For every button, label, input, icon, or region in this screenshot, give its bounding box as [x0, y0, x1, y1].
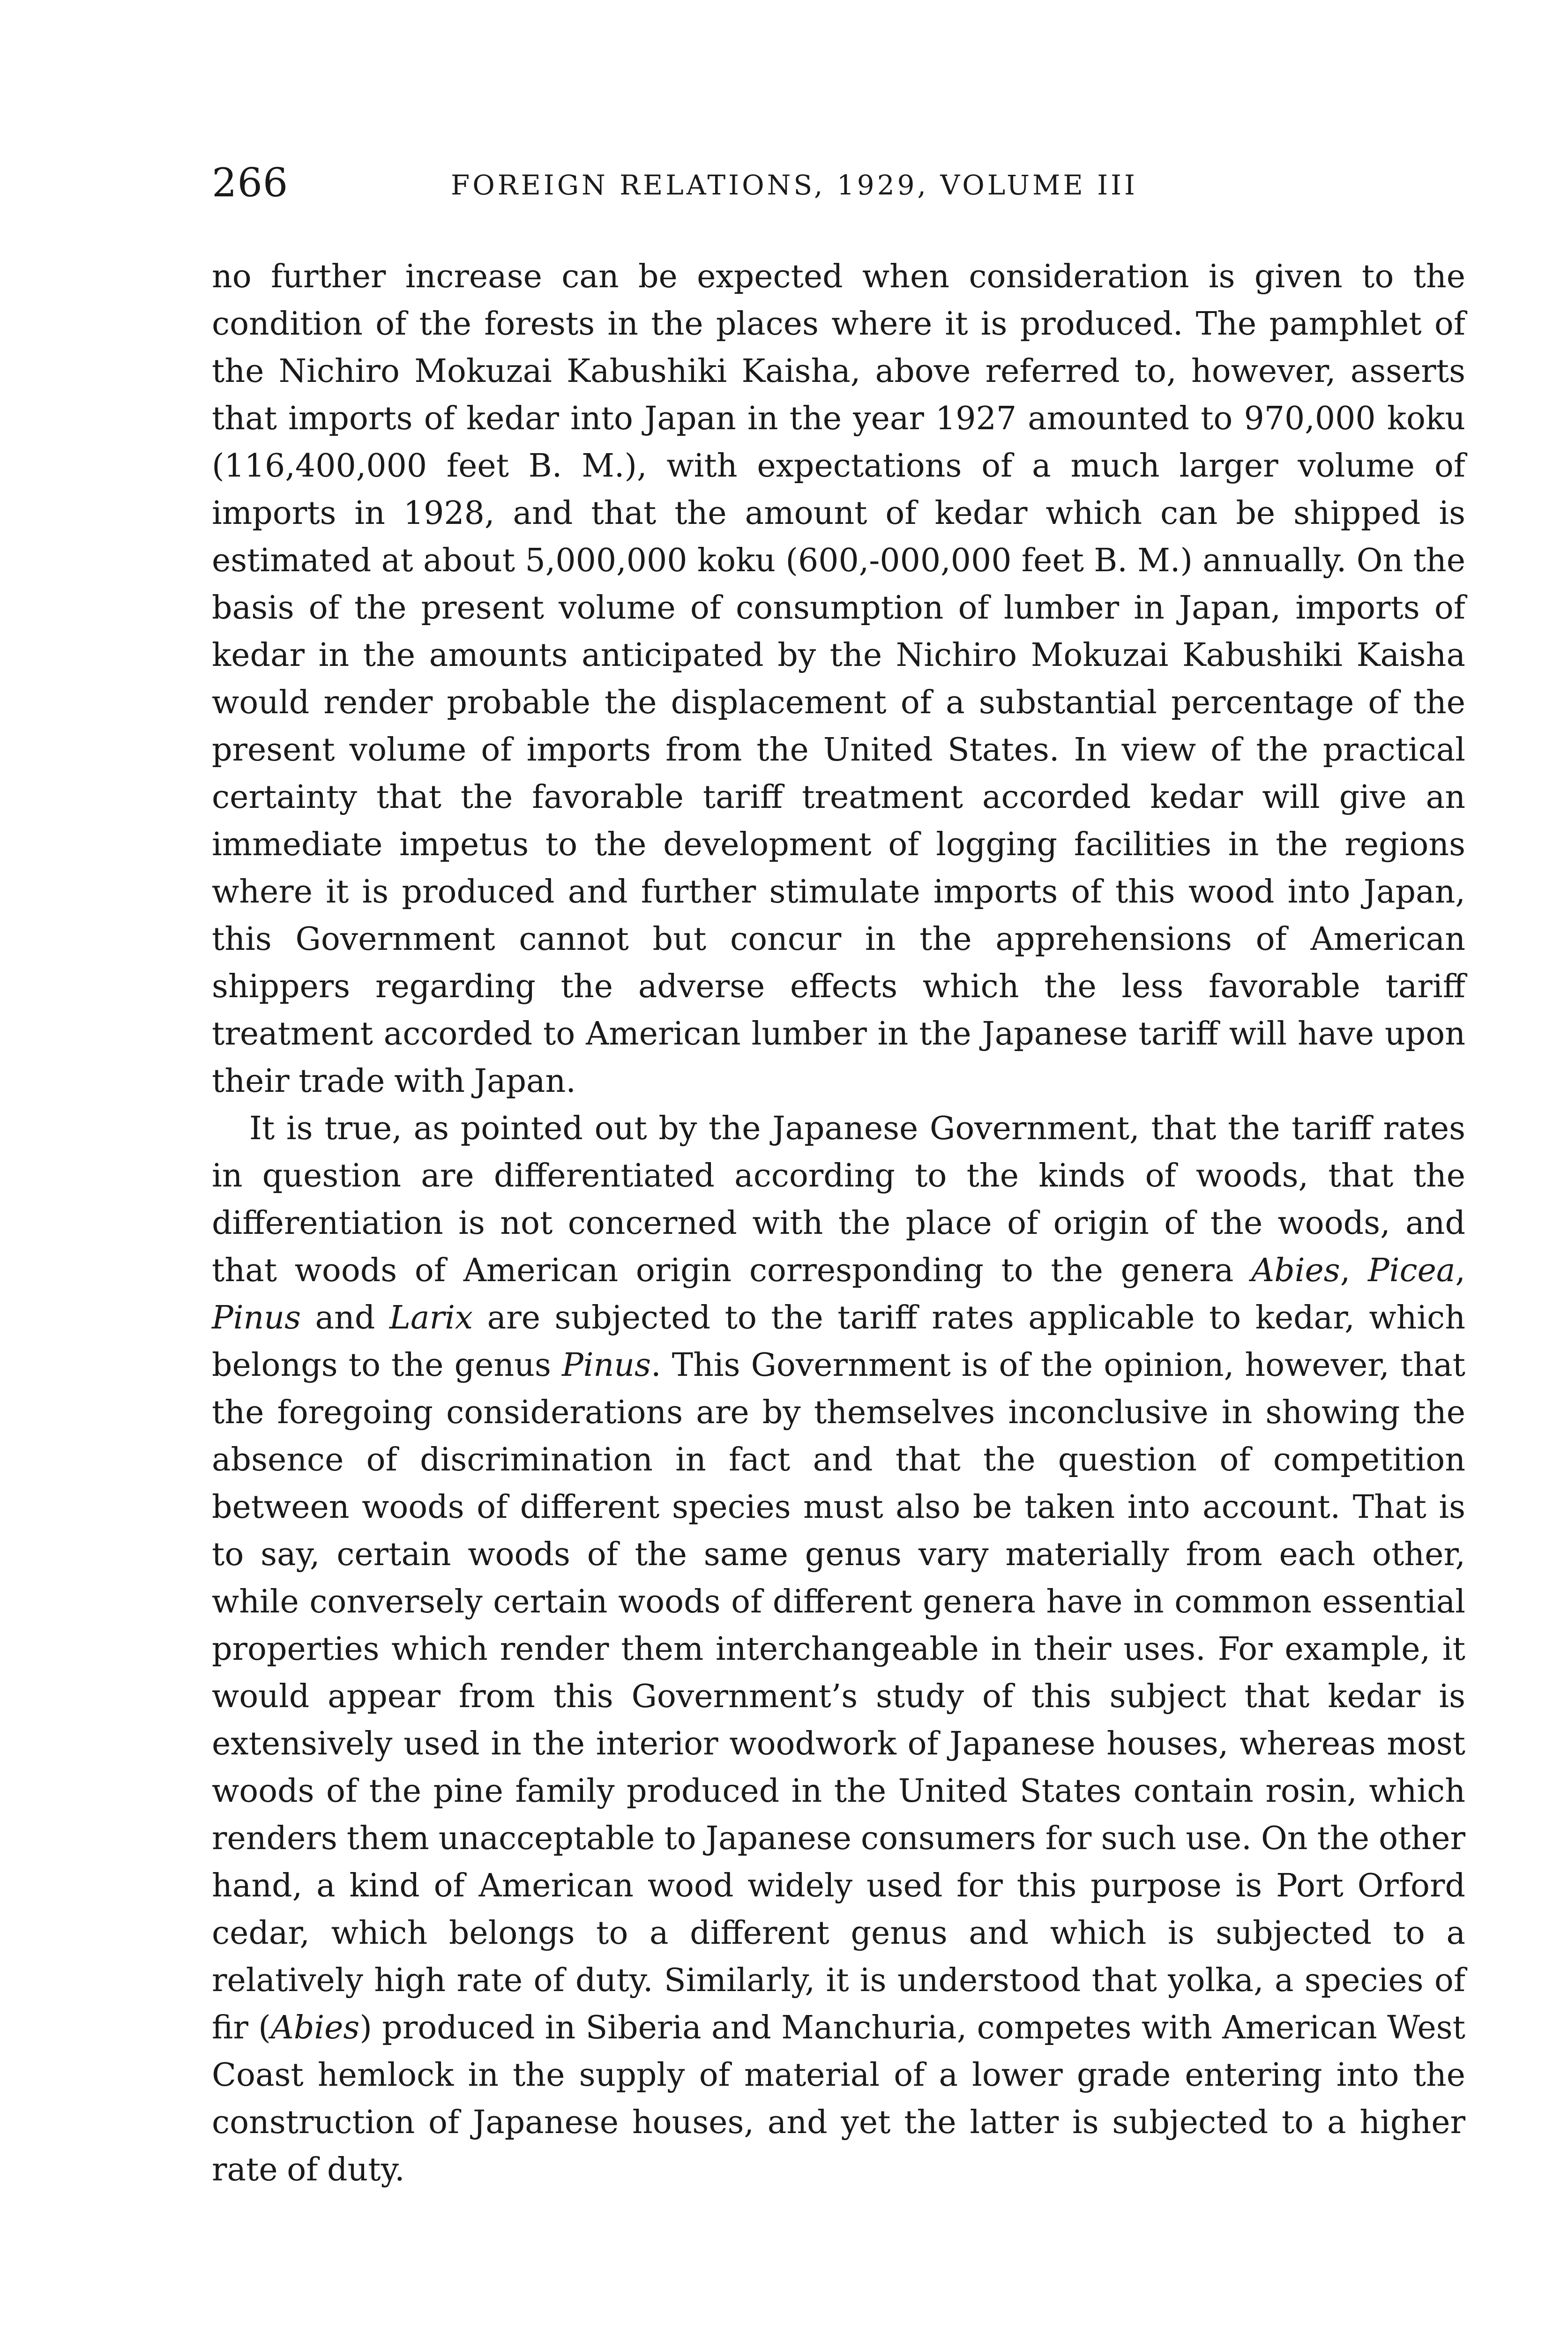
italic-term: Picea — [1368, 1252, 1456, 1289]
running-head — [212, 157, 1463, 209]
text-run: no further increase can be expected when consideration is given to the condition of the forests in the places where it is produced. The pamphlet of the Nichiro Mokuzai Kabushiki Kaisha, above referred to, however, asserts that imports of kedar into Japan in the year 1927 amounted to 970,000 koku (116,400,000 feet B. M.), with expectations of a much larger volume of imports in 1928, and that the amount of kedar which can be shipped is estimated at about 5,000,000 koku (600,-000,000 feet B. M.) annually. On the basis of the present volume of consumption of lumber in Japan, imports of kedar in the amounts anticipated by the Nichiro Mokuzai Kabushiki Kaisha would render probable the displacement of a substantial percentage of the present volume of imports from the United States. In view of the practical certainty that the favorable tariff treatment accorded kedar will give an immediate impetus to the development of logging facilities in the regions where it is produced and further stimulate imports of this wood into Japan, this Government cannot but concur in the apprehensions of American shippers regarding the adverse effects which the less favorable tariff treatment accorded to American lumber in the Japanese tariff will have upon their trade with Japan. — [212, 258, 1465, 1100]
italic-term: Larix — [389, 1299, 473, 1336]
italic-term: Pinus — [212, 1299, 301, 1336]
page-number: 266 — [212, 160, 289, 206]
text-run: , — [1455, 1252, 1465, 1289]
paragraph — [212, 1105, 1465, 2194]
text-run: It is true, as pointed out by the Japanese Government, that the tariff rates in question are differentiated according to the kinds of woods, that the differentiation is not concerned with the place of origin of the woods, and that woods of American origin corresponding to the genera — [212, 1110, 1465, 1289]
italic-term: Pinus — [561, 1347, 651, 1384]
text-run: , — [1340, 1252, 1368, 1289]
text-run: and — [301, 1299, 389, 1336]
italic-term: Abies — [270, 2009, 360, 2046]
text-run: . This Government is of the opinion, however, that the foregoing considerations are by themselves inconclusive in showing the absence of discrimination in fact and that the question of competition between woods of different species must also be taken into account. That is to say, certain woods of the same genus vary materially from each other, while conversely certain woods of different genera have in common essential properties which render them interchangeable in their uses. For example, it would appear from this Government’s study of this subject that kedar is extensively used in the interior woodwork of Japanese houses, whereas most woods of the pine family produced in the United States contain rosin, which renders them unacceptable to Japanese consumers for such use. On the other hand, a kind of American wood widely used for this purpose is Port Orford cedar, which belongs to a different genus and which is subjected to a relatively high rate of duty. Similarly, it is understood that yolka, a species of fir ( — [212, 1347, 1465, 2046]
text-run: ) produced in Siberia and Manchuria, competes with American West Coast hemlock in the supply of material of a lower grade entering into the construction of Japanese houses, and yet the latter is subjected to a higher rate of duty. — [212, 2009, 1465, 2188]
text-run: are subjected to the tariff rates applicable to kedar, which belongs to the genus — [212, 1299, 1465, 1384]
running-title: FOREIGN RELATIONS, 1929, VOLUME III — [451, 169, 1138, 201]
body-text — [212, 253, 1465, 2194]
italic-term: Abies — [1251, 1252, 1340, 1289]
paragraph — [212, 253, 1465, 1105]
